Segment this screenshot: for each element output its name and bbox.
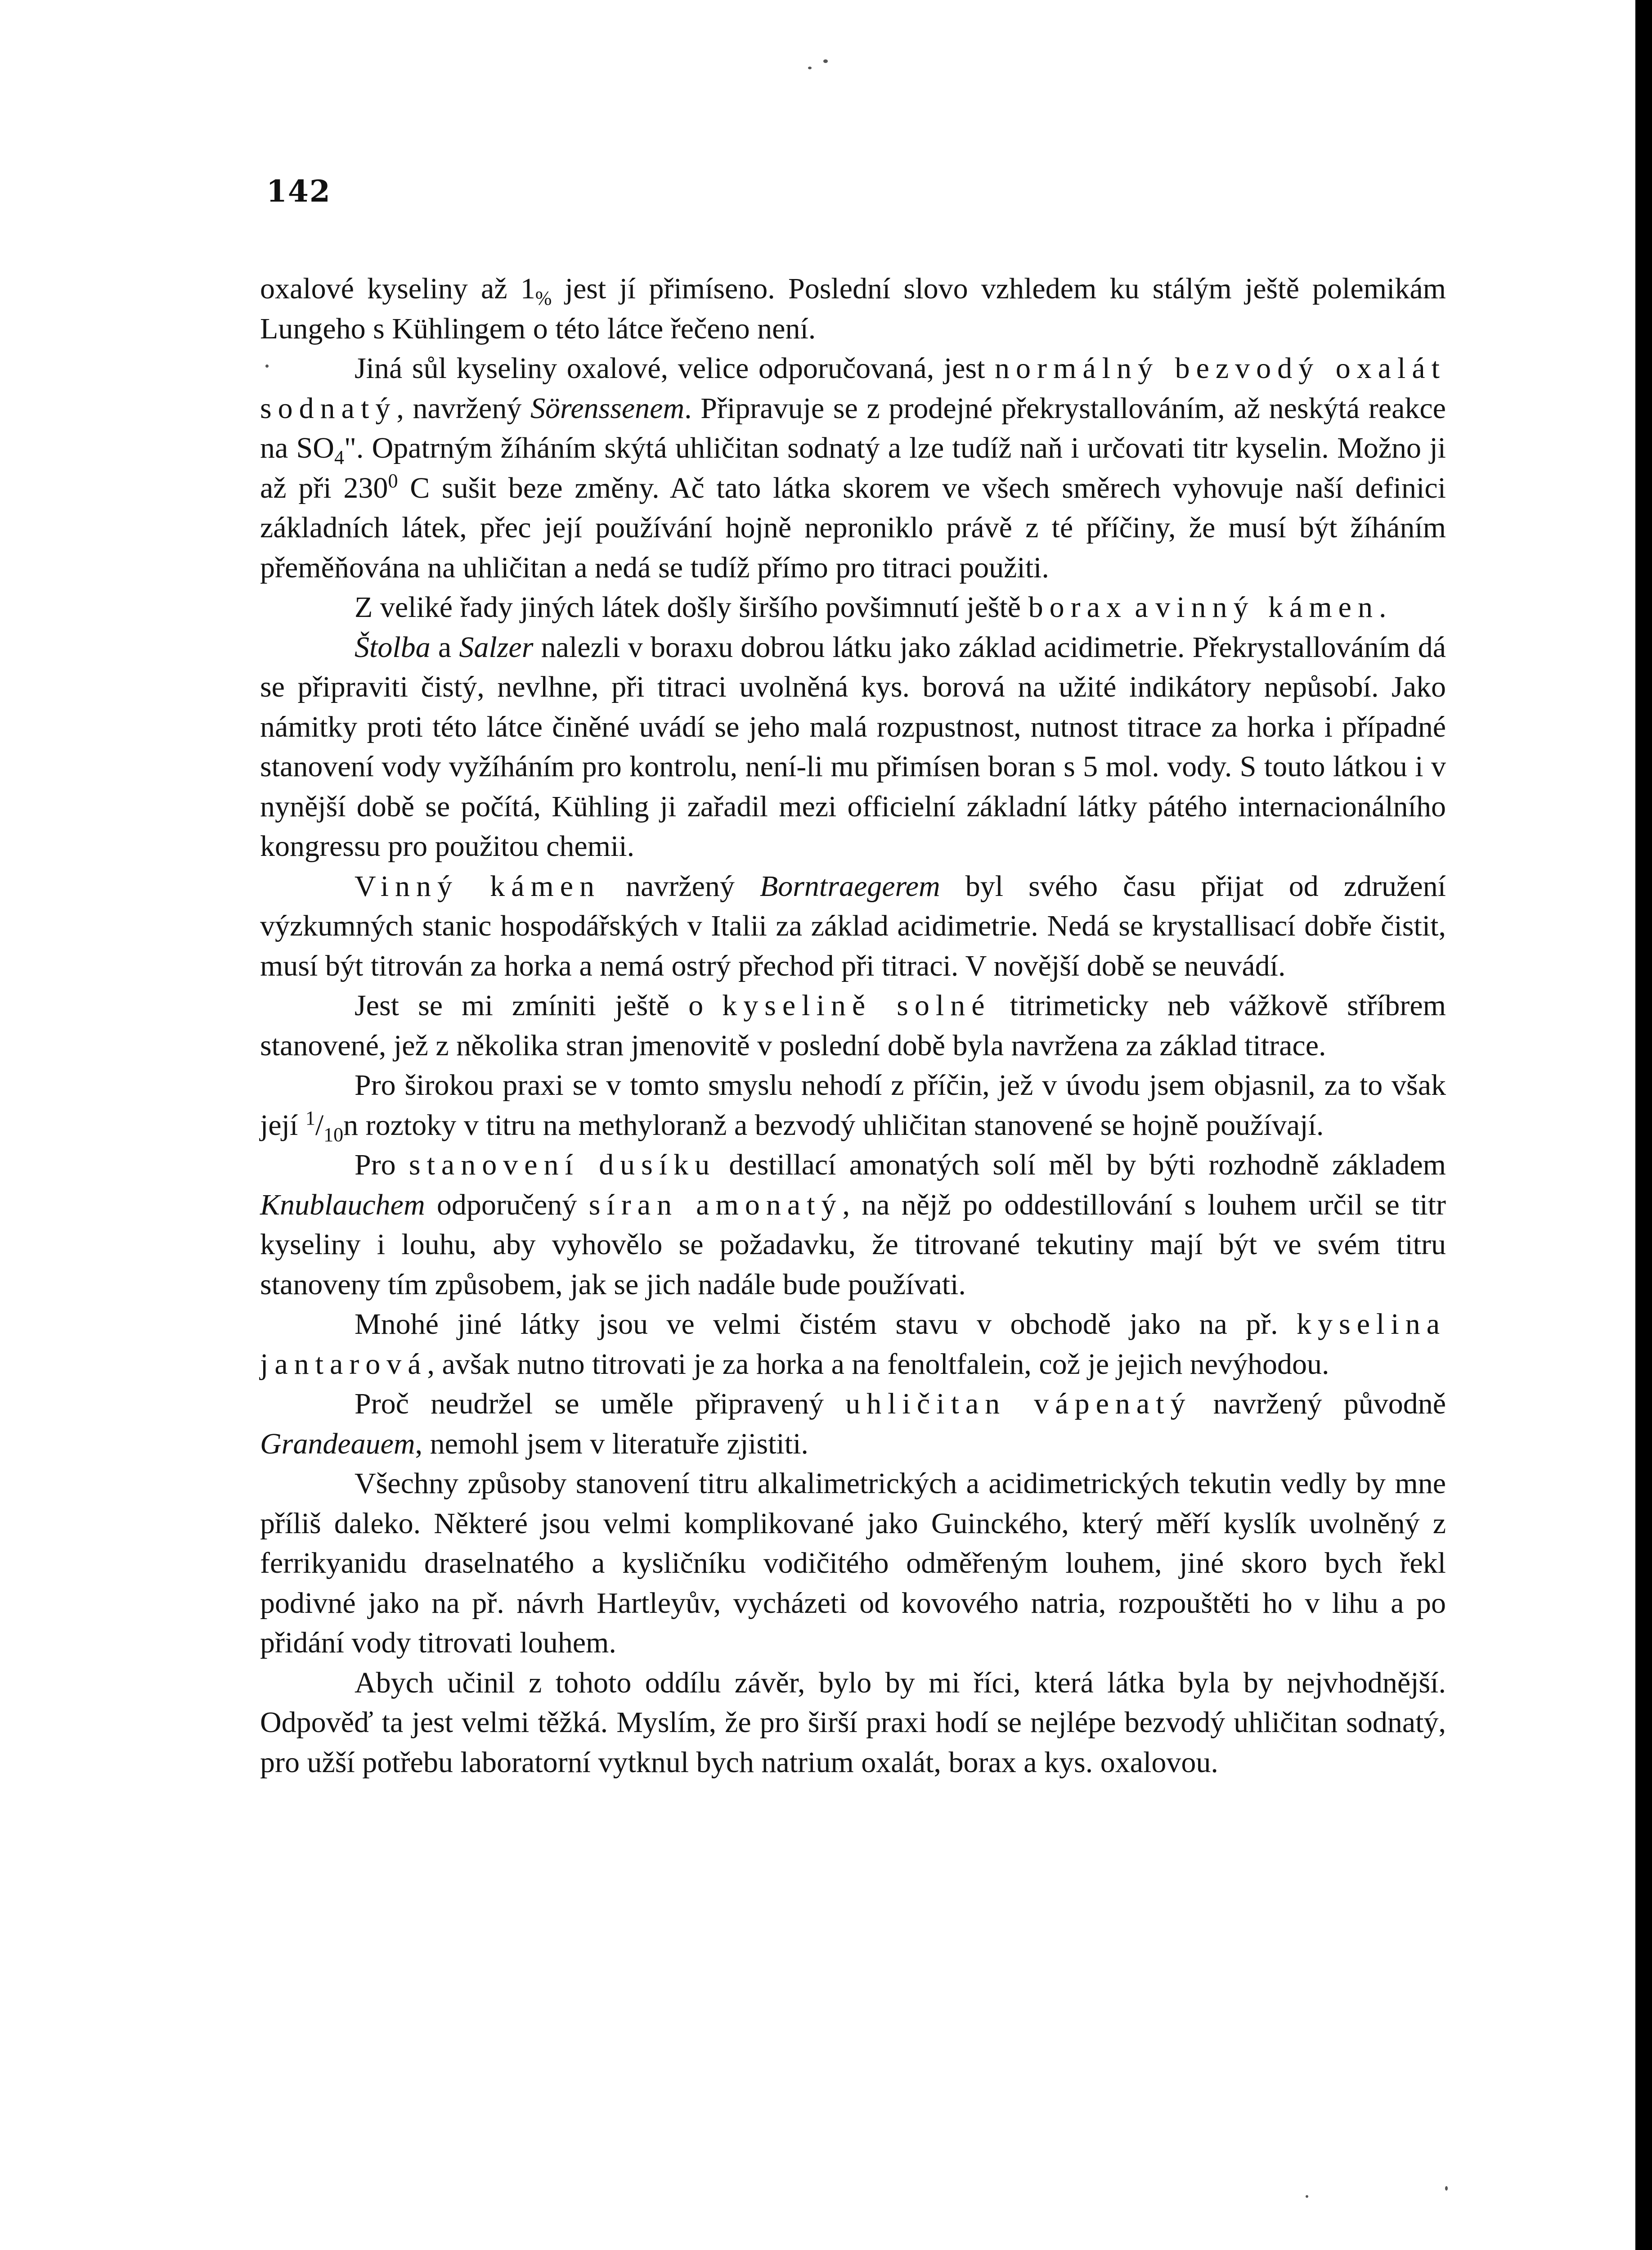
spaced-term: kyselině solné (722, 989, 991, 1022)
author-name: Salzer (459, 630, 534, 664)
author-name: Knublauchem (260, 1188, 425, 1221)
paragraph: Vinný kámen navržený Borntraegerem byl svého času přijat od združení výzkumných stanic hospodářských v Italii za základ acidimetrie. Nedá se krystallisací dobře čistit, musí být titrován za horka a nemá ostrý přechod při titraci. V novější době se neuvádí. (260, 869, 1446, 982)
author-name: Sörenssenem (530, 392, 685, 425)
spaced-term: síran amonatý (588, 1188, 843, 1221)
print-speck (265, 364, 269, 368)
paragraph: Pro stanovení dusíku destillací amonatých solí měl by býti rozhodně základem Knublauchem odporučený síran amonatý, na nějž po oddestillování s louhem určil se titr kyseliny i louhu, aby vyhovělo se požadavku, že titrované tekutiny mají být ve svém titru stanoveny tím způsobem, jak se jich nadále bude používati. (260, 1148, 1446, 1301)
paragraph: Z veliké řady jiných látek došly širšího povšimnutí ještě borax a vinný kámen. (355, 591, 1387, 624)
print-speck (1445, 2186, 1448, 2191)
spaced-term: borax (1028, 591, 1127, 624)
body-text (260, 269, 1446, 1782)
print-speck (1306, 2195, 1308, 2198)
spaced-term: stanovení dusíku (409, 1148, 716, 1181)
paragraph: Štolba a Salzer nalezli v boraxu dobrou látku jako základ acidimetrie. Překrystallováním dá se připraviti čistý, nevlhne, při titraci uvolněná kys. borová na užité indikátory nepůsobí. Jako námitky proti této látce činěné uvádí se jeho malá rozpustnost, nutnost titrace za horka i případné stanovení vody vyžíháním pro kontrolu, není-li mu přimísen boran s 5 mol. vody. S touto látkou i v nynější době se počítá, Kühling ji zařadil mezi officielní základní látky pátého internacionálního kongressu pro použitou chemii. (260, 630, 1446, 863)
paragraph: Jest se mi zmíniti ještě o kyselině solné titrimeticky neb vážkově stříbrem stanovené, jež z několika stran jmenovitě v poslední době byla navržena za základ titrace. (260, 989, 1446, 1062)
print-speck (808, 67, 812, 69)
paragraph: Pro širokou praxi se v tomto smyslu nehodí z příčin, jež v úvodu jsem objasnil, za to však její $^1/_{10}n$ roztoky v titru na methyloranž a bezvodý uhličitan stanovené se hojně používají. (260, 1069, 1446, 1146)
paragraph: oxalové kyseliny až $1_{\%}$ jest jí přimíseno. Poslední slovo vzhledem ku stálým ještě polemikám Lungeho s Kühlingem o této látce řečeno není. (260, 272, 1446, 345)
spaced-term: uhličitan vápenatý (845, 1387, 1192, 1420)
author-name: Borntraegerem (759, 869, 940, 903)
paragraph: Abych učinil z tohoto oddílu závěr, bylo by mi říci, která látka byla by nejvhodnější. Odpověď ta jest velmi těžká. Myslím, že pro širší praxi hodí se nejlépe bezvodý uhličitan sodnatý, pro užší potřebu laboratorní vytknul bych natrium oxalát, borax a kys. oxalovou. (260, 1666, 1446, 1779)
paragraph: Proč neudržel se uměle připravený uhličitan vápenatý navržený původně Grandeauem, nemohl jsem v literatuře zjistiti. (260, 1387, 1446, 1460)
spaced-term: vinný kámen (1155, 591, 1379, 624)
spaced-term: normálný bezvodý oxalát sodnatý (260, 352, 1446, 425)
print-speck (823, 59, 828, 63)
spaced-term: Vinný kámen (355, 869, 601, 903)
page-number: 142 (266, 174, 331, 209)
paragraph: Jiná sůl kyseliny oxalové, velice odporučovaná, jest normálný bezvodý oxalát sodnatý, navržený Sörenssenem. Připravuje se z prodejné překrystallováním, až neskýtá reakce na $SO_4$". Opatrným žíháním skýtá uhličitan sodnatý a lze tudíž naň i určovati titr kyselin. Možno ji až při $230^0$ C sušit beze změny. Ač tato látka skorem ve všech směrech vyhovuje naší definici základních látek, přec její používání hojně neproniklo právě z té příčiny, že musí být žíháním přeměňována na uhličitan a nedá se tudíž přímo pro titraci použiti. (260, 352, 1446, 584)
spaced-term: kyselina jantarová (260, 1308, 1446, 1381)
paragraph: Mnohé jiné látky jsou ve velmi čistém stavu v obchodě jako na př. kyselina jantarová, avšak nutno titrovati je za horka a na fenoltfalein, což je jejich nevýhodou. (260, 1308, 1446, 1381)
author-name: Grandeauem (260, 1427, 415, 1460)
paragraph: Všechny způsoby stanovení titru alkalimetrických a acidimetrických tekutin vedly by mne příliš daleko. Některé jsou velmi komplikované jako Guinckého, který měří kyslík uvolněný z ferrikyanidu draselnatého a kysličníku vodičitého odměřeným louhem, jiné skoro bych řekl podivné jako na př. návrh Hartleyův, vycházeti od kovového natria, rozpouštěti ho v lihu a po přidání vody titrovati louhem. (260, 1467, 1446, 1659)
author-name: Štolba (355, 630, 431, 664)
